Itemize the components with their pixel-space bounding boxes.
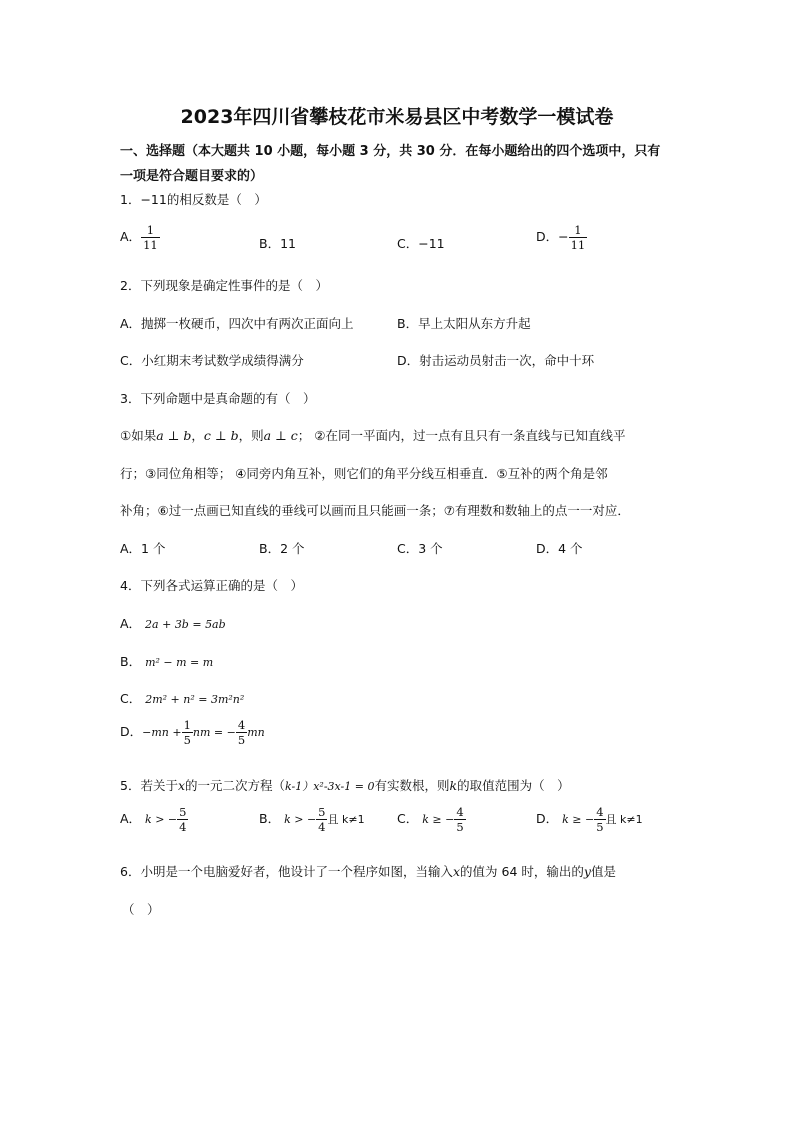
denominator: 5 bbox=[456, 820, 464, 835]
q3-option-b: B．2 个 bbox=[259, 541, 305, 556]
text-segment: 值是 bbox=[590, 864, 616, 879]
numerator: 4 bbox=[596, 805, 604, 819]
q4-option-b bbox=[120, 652, 213, 670]
section-heading-line2: 一项是符合题目要求的） bbox=[120, 169, 264, 184]
q5-stem bbox=[120, 776, 570, 794]
q3-option-c: C．3 个 bbox=[397, 541, 443, 556]
q4-option-d bbox=[120, 719, 265, 746]
denominator: 11 bbox=[570, 238, 586, 253]
fraction bbox=[177, 806, 188, 833]
q5-option-a bbox=[120, 806, 188, 833]
q3-statement-line3: 补角；⑥过一点画已知直线的垂线可以画而且只能画一条；⑦有理数和数轴上的点一一对应． bbox=[120, 503, 630, 518]
option-label: D．− bbox=[536, 229, 569, 245]
fraction bbox=[569, 224, 588, 251]
q3-option-a: A．1 个 bbox=[120, 541, 166, 556]
option-label: D． bbox=[120, 724, 143, 740]
text-segment: 的值为 64 时，输出的 bbox=[460, 864, 584, 879]
text-segment: ①如果 bbox=[120, 428, 157, 443]
math-expression: mn bbox=[247, 726, 265, 740]
fraction bbox=[141, 224, 160, 251]
math-expression: k > − bbox=[284, 813, 317, 827]
denominator: 11 bbox=[143, 238, 158, 253]
math-expression: k ≥ − bbox=[562, 813, 595, 827]
q1-option-c: C．−11 bbox=[397, 236, 445, 251]
math-expression: 2m² + n² = 3m²n² bbox=[145, 693, 245, 706]
q5-option-c bbox=[397, 806, 466, 833]
denominator: 5 bbox=[183, 733, 191, 748]
fraction bbox=[454, 806, 465, 833]
q2-option-a: A．抛掷一枚硬币，四次中有两次正面向上 bbox=[120, 316, 354, 331]
numerator: 5 bbox=[179, 805, 187, 819]
text-segment: ，则 bbox=[238, 428, 264, 443]
option-label: A． bbox=[120, 811, 142, 827]
denominator: 4 bbox=[318, 820, 326, 835]
q5-option-d bbox=[536, 806, 643, 833]
math-expression: a ⊥ c bbox=[263, 428, 298, 443]
fraction bbox=[594, 806, 605, 833]
math-variable: x bbox=[177, 778, 186, 793]
text-segment: 5．若关于 bbox=[120, 778, 178, 793]
section-heading-line1: 一、选择题（本大题共 10 小题，每小题 3 分，共 30 分．在每小题给出的四个选项中，只有 bbox=[120, 144, 661, 159]
q2-option-b: B．早上太阳从东方升起 bbox=[397, 316, 531, 331]
option-label: B． bbox=[120, 654, 142, 669]
q3-option-d: D．4 个 bbox=[536, 541, 583, 556]
text-segment: 6．小明是一个电脑爱好者，他设计了一个程序如图，当输入 bbox=[120, 864, 453, 879]
numerator: 1 bbox=[574, 223, 582, 237]
denominator: 5 bbox=[237, 733, 246, 748]
math-variable: k bbox=[449, 778, 458, 793]
q1-option-b: B．11 bbox=[259, 236, 296, 251]
q4-option-c bbox=[120, 689, 244, 707]
text-segment: ； ②在同一平面内，过一点有且只有一条直线与已知直线平 bbox=[297, 428, 626, 443]
q5-option-b bbox=[259, 806, 365, 833]
numerator: 4 bbox=[237, 718, 246, 732]
text-segment: ， bbox=[191, 428, 204, 443]
q6-answer-parens: （ ） bbox=[122, 902, 160, 917]
q3-stem: 3．下列命题中是真命题的有（ ） bbox=[120, 391, 316, 406]
q3-statement-line1 bbox=[120, 426, 625, 444]
q6-stem bbox=[120, 862, 616, 880]
q4-stem: 4．下列各式运算正确的是（ ） bbox=[120, 578, 303, 593]
math-expression: −mn + bbox=[142, 726, 182, 740]
numerator: 5 bbox=[318, 805, 326, 819]
q2-option-d: D．射击运动员射击一次，命中十环 bbox=[397, 353, 595, 368]
option-label: C． bbox=[120, 691, 142, 706]
numerator: 4 bbox=[456, 805, 464, 819]
option-label: A． bbox=[120, 616, 142, 631]
text-segment: 的一元二次方程（ bbox=[185, 778, 286, 793]
math-expression: k ≥ − bbox=[422, 813, 455, 827]
q1-stem: 1．−11的相反数是（ ） bbox=[120, 192, 267, 207]
q3-statement-line2: 行；③同位角相等； ④同旁内角互补，则它们的角平分线互相垂直．⑤互补的两个角是邻 bbox=[120, 466, 608, 481]
numerator: 1 bbox=[183, 718, 191, 732]
text-segment: 且 k≠1 bbox=[327, 813, 365, 827]
math-expression: c ⊥ b bbox=[203, 428, 239, 443]
q2-option-c: C．小红期末考试数学成绩得满分 bbox=[120, 353, 304, 368]
q2-stem: 2．下列现象是确定性事件的是（ ） bbox=[120, 278, 328, 293]
option-label: C． bbox=[397, 811, 419, 827]
math-expression: 2a + 3b = 5ab bbox=[145, 618, 226, 631]
text-segment: 且 k≠1 bbox=[605, 813, 643, 827]
denominator: 4 bbox=[179, 820, 187, 835]
page-title: 2023年四川省攀枝花市米易县区中考数学一模试卷 bbox=[180, 106, 614, 128]
denominator: 5 bbox=[596, 820, 604, 835]
math-expression: k > − bbox=[145, 813, 178, 827]
fraction bbox=[182, 719, 193, 746]
option-label: B． bbox=[259, 811, 281, 827]
text-segment: 的取值范围为（ ） bbox=[457, 778, 570, 793]
math-expression: k-1）x²-3x-1 = 0 bbox=[285, 780, 375, 793]
q1-option-a bbox=[120, 224, 160, 251]
math-expression: m² − m = m bbox=[145, 656, 214, 669]
math-expression: a ⊥ b bbox=[156, 428, 192, 443]
math-expression: nm = − bbox=[192, 726, 236, 740]
q4-option-a bbox=[120, 614, 226, 632]
numerator: 1 bbox=[146, 223, 155, 237]
option-label: A． bbox=[120, 229, 142, 245]
text-segment: 有实数根，则 bbox=[374, 778, 450, 793]
option-label: D． bbox=[536, 811, 559, 827]
math-variable: x bbox=[452, 864, 461, 879]
q1-option-d bbox=[536, 224, 587, 251]
math-variable: y bbox=[583, 864, 591, 879]
fraction bbox=[236, 719, 247, 746]
fraction bbox=[316, 806, 327, 833]
